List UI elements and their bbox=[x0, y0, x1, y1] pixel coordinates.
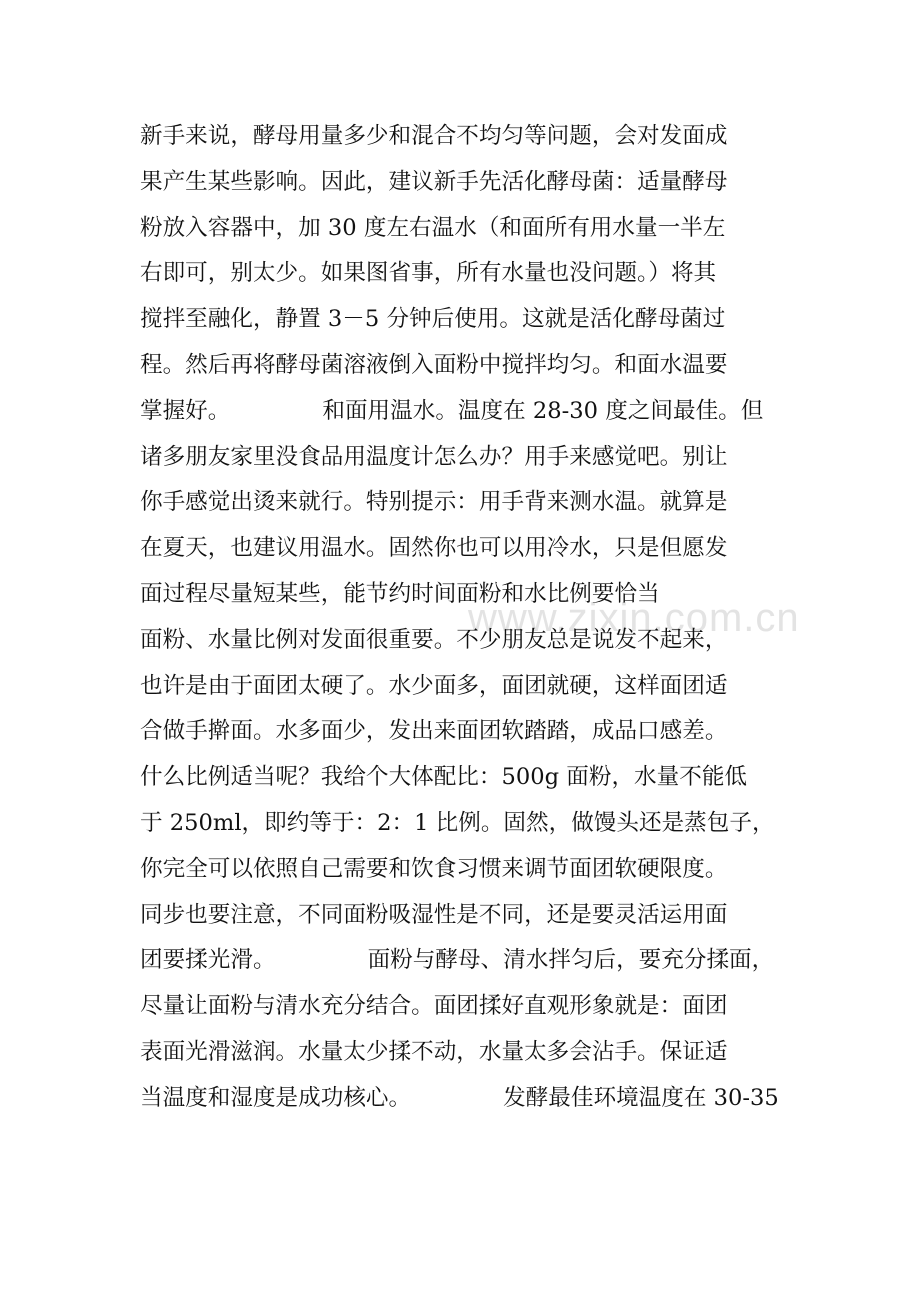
text-line: 合做手擀面。水多面少，发出来面团软踏踏，成品口感差。 bbox=[140, 718, 728, 745]
text-line: 你手感觉出烫来就行。特别提示：用手背来测水温。就算是 bbox=[140, 489, 728, 516]
text-line-split bbox=[140, 389, 820, 435]
text-line: 在夏天，也建议用温水。固然你也可以用冷水，只是但愿发 bbox=[140, 535, 728, 562]
text-segment: 当温度和湿度是成功核心。 bbox=[140, 1084, 412, 1111]
text-line: 于 250ml，即约等于：2：1 比例。固然，做馒头还是蒸包子， bbox=[140, 809, 775, 836]
text-line: 什么比例适当呢？我给个大体配比：500g 面粉，水量不能低 bbox=[140, 764, 748, 791]
text-line: 右即可，别太少。如果图省事，所有水量也没问题。）将其 bbox=[140, 260, 717, 287]
text-segment: 和面用温水。温度在 28-30 度之间最佳。但 bbox=[322, 397, 764, 424]
text-line: 新手来说，酵母用量多少和混合不均匀等问题，会对发面成 bbox=[140, 123, 728, 149]
text-line: 粉放入容器中，加 30 度左右温水（和面所有用水量一半左 bbox=[140, 214, 726, 241]
text-line: 尽量让面粉与清水充分结合。面团揉好直观形象就是：面团 bbox=[140, 993, 728, 1020]
document-body bbox=[140, 114, 820, 1122]
text-segment: 团要揉光滑。 bbox=[140, 947, 276, 974]
text-line: 果产生某些影响。因此，建议新手先活化酵母菌：适量酵母 bbox=[140, 168, 728, 195]
text-line: 表面光滑滋润。水量太少揉不动，水量太多会沾手。保证适 bbox=[140, 1038, 728, 1065]
text-segment: 发酵最佳环境温度在 30-35 bbox=[503, 1084, 779, 1111]
text-line: 你完全可以依照自己需要和饮食习惯来调节面团软硬限度。 bbox=[140, 855, 728, 882]
text-line: 同步也要注意，不同面粉吸湿性是不同，还是要灵活运用面 bbox=[140, 901, 728, 928]
text-line: 搅拌至融化，静置 3－5 分钟后使用。这就是活化酵母菌过 bbox=[140, 306, 726, 333]
text-line-split bbox=[140, 938, 820, 984]
text-line: 面粉、水量比例对发面很重要。不少朋友总是说发不起来， bbox=[140, 626, 728, 653]
text-line: 也许是由于面团太硬了。水少面多，面团就硬，这样面团适 bbox=[140, 672, 728, 699]
text-line: 面过程尽量短某些，能节约时间面粉和水比例要恰当 bbox=[140, 580, 660, 607]
text-line: 诸多朋友家里没食品用温度计怎么办？用手来感觉吧。别让 bbox=[140, 443, 728, 470]
text-segment: 掌握好。 bbox=[140, 397, 231, 424]
text-segment: 面粉与酵母、清水拌匀后，要充分揉面， bbox=[367, 947, 775, 974]
watermark: www.zixin.com.cn bbox=[468, 596, 800, 640]
text-line: 程。然后再将酵母菌溶液倒入面粉中搅拌均匀。和面水温要 bbox=[140, 351, 728, 378]
text-line-split bbox=[140, 1076, 820, 1122]
